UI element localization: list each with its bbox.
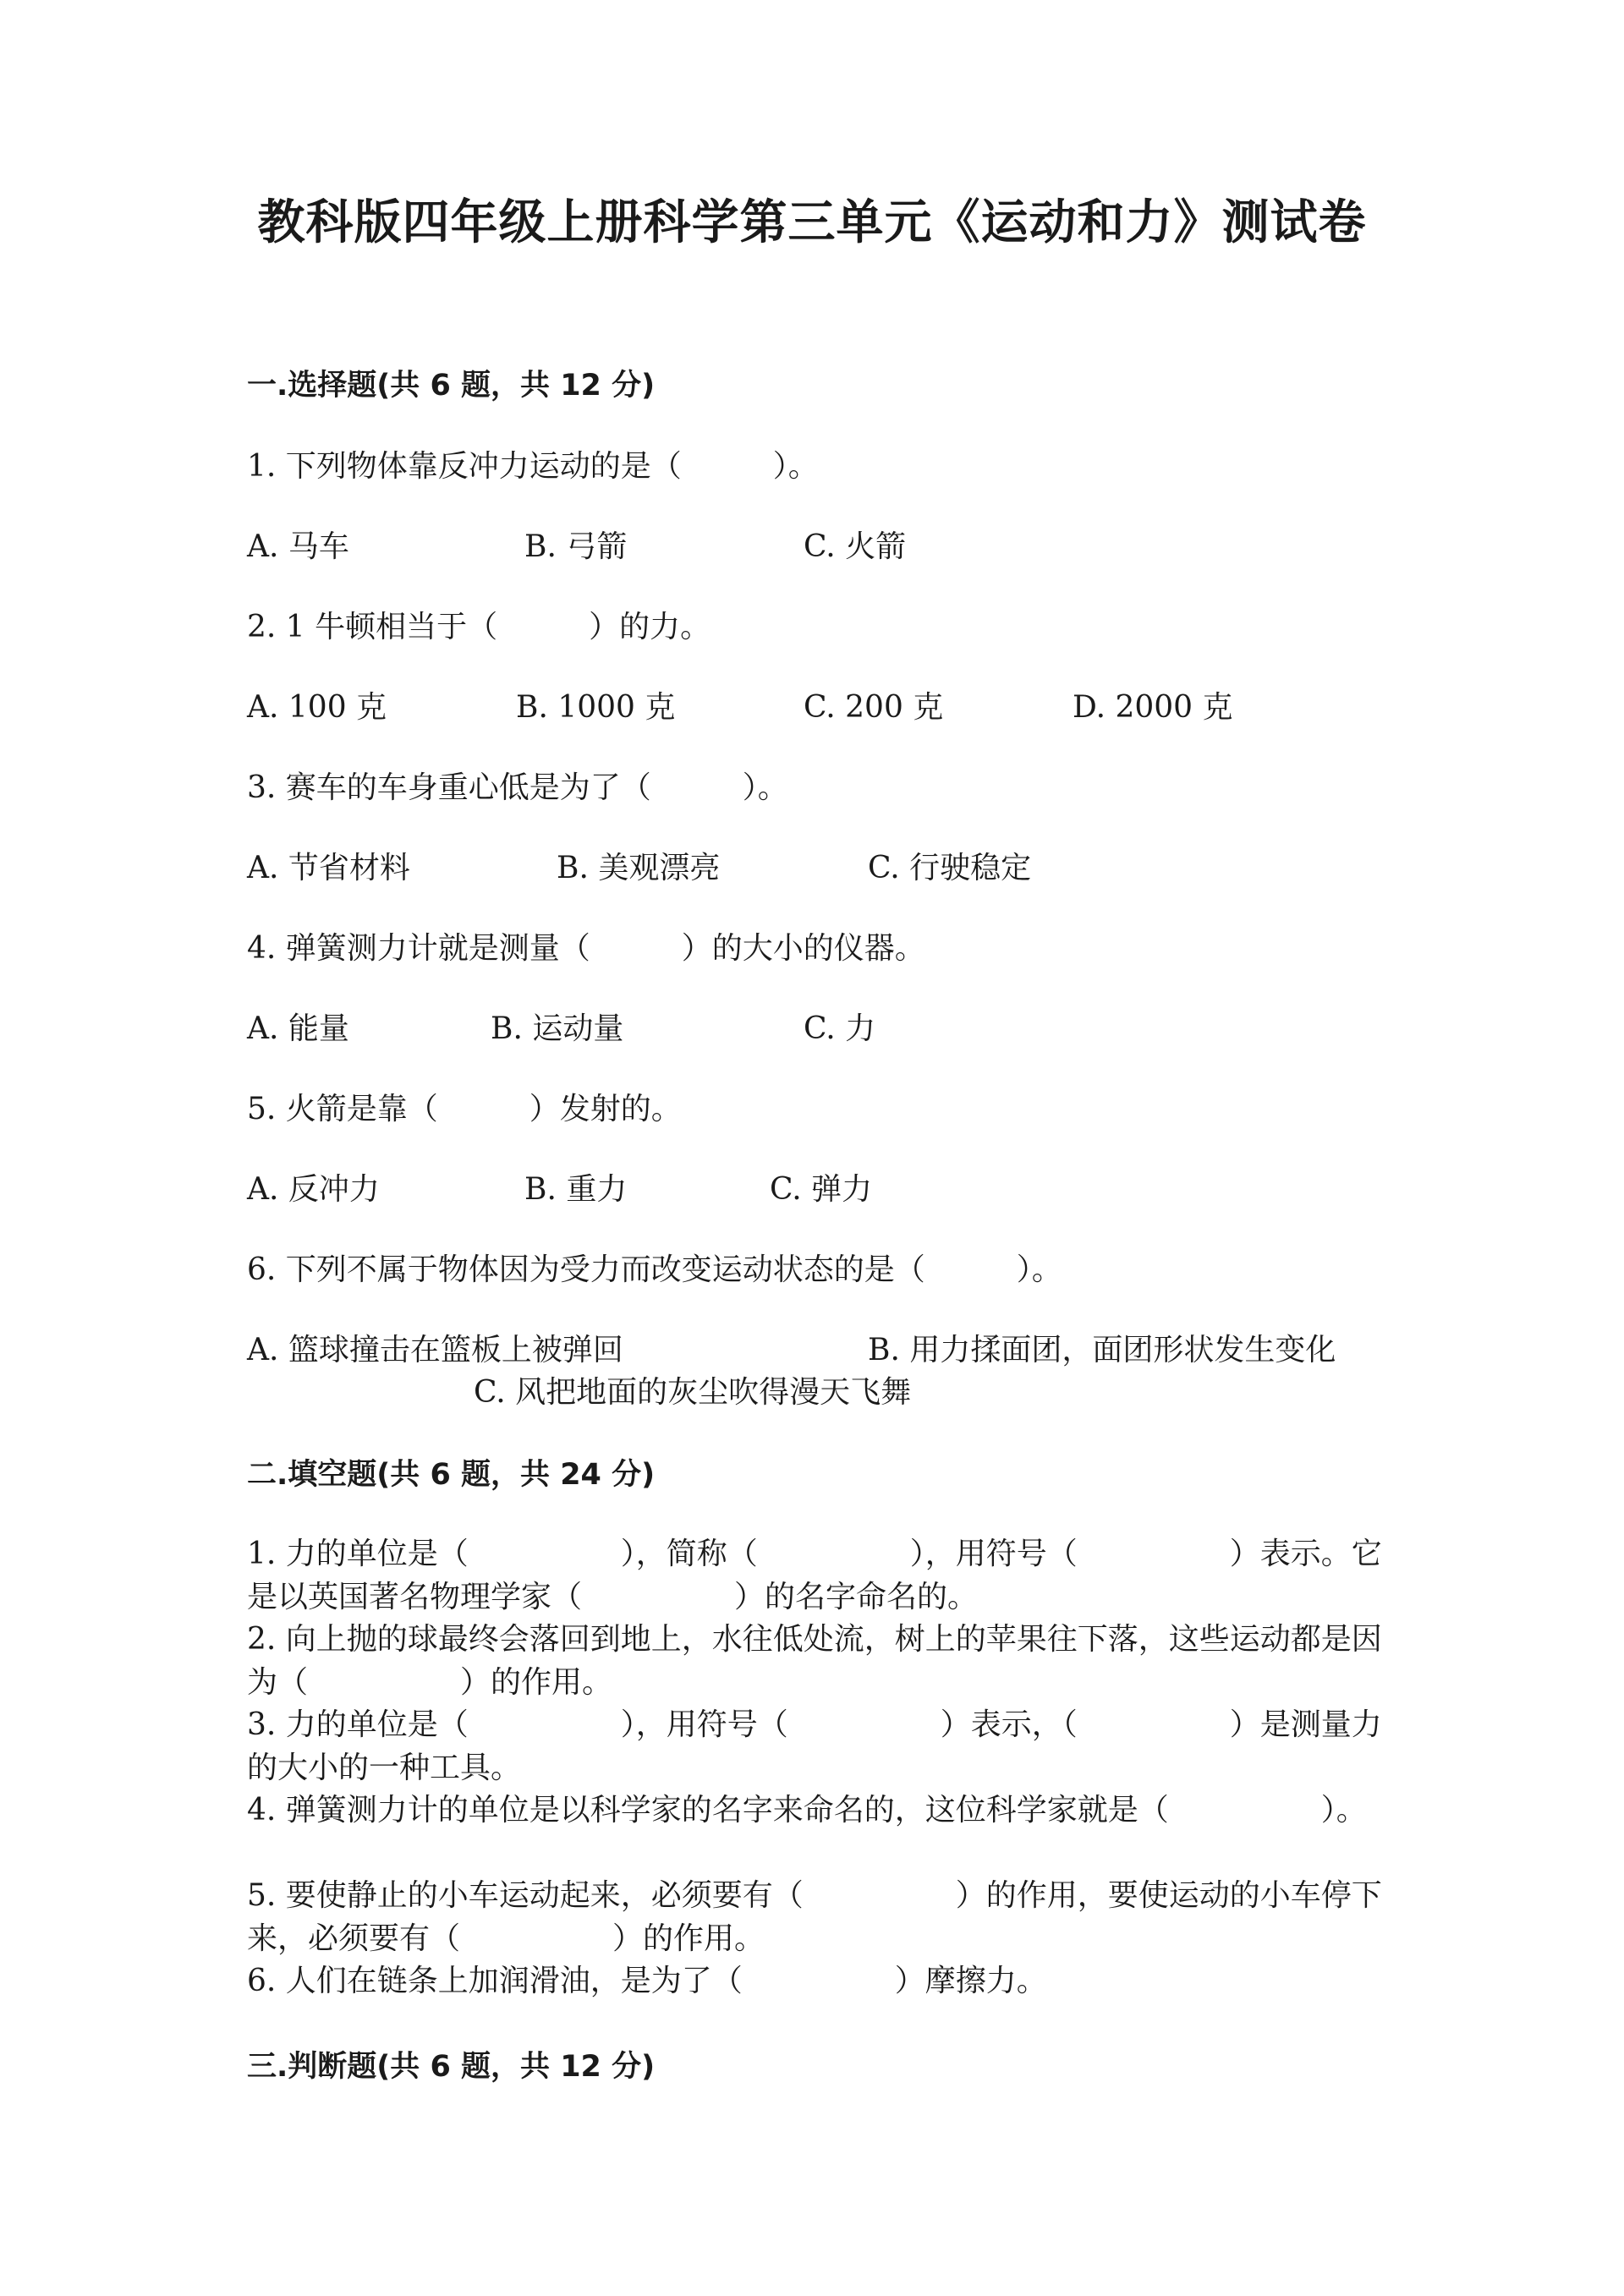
q1-option-a: A. 马车 [247, 529, 349, 564]
fill-question-6: 6. 人们在链条上加润滑油，是为了（ ）摩擦力。 [247, 1964, 1047, 1998]
q6-option-b: B. 用力揉面团，面团形状发生变化 [868, 1333, 1336, 1367]
q4-option-b: B. 运动量 [491, 1011, 624, 1046]
q4-option-c: C. 力 [804, 1011, 876, 1046]
fill-question-4: 4. 弹簧测力计的单位是以科学家的名字来命名的，这位科学家就是（ ）。 [247, 1793, 1367, 1827]
q3-option-b: B. 美观漂亮 [557, 851, 721, 885]
question-5: 5. 火箭是靠（ ）发射的。 [247, 1092, 682, 1126]
page-title: 教科版四年级上册科学第三单元《运动和力》测试卷 [257, 195, 1367, 250]
q2-option-b: B. 1000 克 [516, 690, 676, 725]
section-heading-judge: 三.判断题(共 6 题，共 12 分) [247, 2050, 656, 2084]
question-4: 4. 弹簧测力计就是测量（ ）的大小的仪器。 [247, 931, 925, 966]
fill-question-1: 1. 力的单位是（ ），简称（ ），用符号（ ）表示。它是以英国著名物理学家（ ）的名字命名的。 [247, 1537, 1382, 1614]
q1-option-c: C. 火箭 [804, 529, 907, 564]
fill-question-5: 5. 要使静止的小车运动起来，必须要有（ ）的作用，要使运动的小车停下来，必须要有（ ）的作用。 [247, 1878, 1382, 1956]
question-1: 1. 下列物体靠反冲力运动的是（ ）。 [247, 449, 819, 484]
q6-option-a: A. 篮球撞击在篮板上被弹回 [247, 1333, 623, 1367]
q6-option-c: C. 风把地面的灰尘吹得漫天飞舞 [474, 1375, 912, 1410]
q5-option-c: C. 弹力 [770, 1172, 873, 1207]
q5-option-a: A. 反冲力 [247, 1172, 380, 1207]
q3-option-c: C. 行驶稳定 [868, 851, 1032, 885]
q3-option-a: A. 节省材料 [247, 851, 410, 885]
section-heading-fill: 二.填空题(共 6 题，共 24 分) [247, 1458, 656, 1492]
question-2: 2. 1 牛顿相当于（ ）的力。 [247, 610, 711, 644]
question-6: 6. 下列不属于物体因为受力而改变运动状态的是（ ）。 [247, 1252, 1062, 1287]
question-3: 3. 赛车的车身重心低是为了（ ）。 [247, 770, 788, 805]
fill-question-2: 2. 向上抛的球最终会落回到地上，水往低处流，树上的苹果往下落，这些运动都是因为（ ）的作用。 [247, 1622, 1382, 1700]
q5-option-b: B. 重力 [524, 1172, 628, 1207]
q2-option-a: A. 100 克 [247, 690, 387, 725]
q1-option-b: B. 弓箭 [524, 529, 628, 564]
fill-question-3: 3. 力的单位是（ ），用符号（ ）表示，（ ）是测量力的大小的一种工具。 [247, 1707, 1382, 1785]
q2-option-c: C. 200 克 [804, 690, 944, 725]
q2-option-d: D. 2000 克 [1073, 690, 1233, 725]
section-heading-choice: 一.选择题(共 6 题，共 12 分) [247, 369, 656, 403]
q4-option-a: A. 能量 [247, 1011, 349, 1046]
